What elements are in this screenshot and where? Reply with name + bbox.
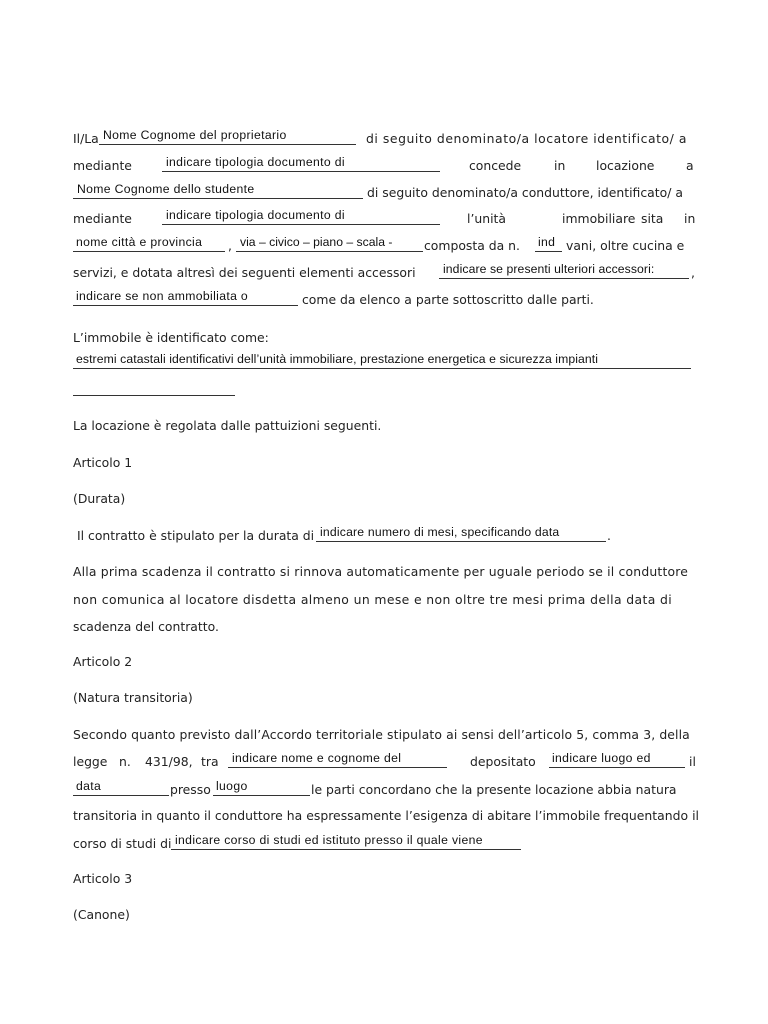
- art1-title: Articolo 1: [73, 455, 133, 470]
- parties-field[interactable]: indicare nome e cognome del: [232, 751, 402, 765]
- concede-word: concede: [469, 158, 522, 173]
- cadastral-continuation-blank[interactable]: [73, 379, 235, 396]
- doc-type-field-1[interactable]: indicare tipologia documento di: [166, 155, 345, 169]
- servizi-text: servizi, e dotata altresì dei seguenti elementi accessori: [73, 265, 416, 280]
- art3-title: Articolo 3: [73, 871, 133, 886]
- comma-1: ,: [228, 238, 232, 253]
- art2-subtitle: (Natura transitoria): [73, 690, 193, 705]
- art3-subtitle: (Canone): [73, 907, 130, 922]
- student-name-field[interactable]: Nome Cognome dello studente: [77, 182, 255, 196]
- il-la-label: Il/La: [73, 131, 99, 146]
- duration-pre: Il contratto è stipulato per la durata di: [77, 528, 315, 543]
- comma-2: ,: [691, 265, 695, 280]
- renew-line-2: non comunica al locatore disdetta almeno un mese e non oltre tre mesi prima della data di: [73, 592, 673, 607]
- composta-text: composta da n.: [424, 238, 520, 253]
- accessories-field[interactable]: indicare se presenti ulteriori accessori:: [443, 262, 655, 276]
- art2-line-1: Secondo quanto previsto dall’Accordo territoriale stipulato ai sensi dell’articolo 5, comma 3, della: [73, 727, 690, 742]
- n-word: n.: [119, 754, 131, 769]
- renew-line-3: scadenza del contratto.: [73, 619, 219, 634]
- duration-post: .: [607, 528, 611, 543]
- vani-text: vani, oltre cucina e: [566, 238, 685, 253]
- cadastral-field[interactable]: estremi catastali identificativi dell’unità immobiliare, prestazione energetica e sicurezza impianti: [76, 352, 599, 366]
- office-field[interactable]: luogo: [216, 779, 248, 793]
- doc-type-field-2[interactable]: indicare tipologia documento di: [166, 208, 345, 222]
- identified-label: L’immobile è identificato come:: [73, 330, 269, 345]
- address-field[interactable]: via – civico – piano – scala -: [240, 235, 393, 249]
- locazione-word: locazione: [596, 158, 655, 173]
- tra-word: tra: [201, 754, 219, 769]
- il-word: il: [689, 754, 696, 769]
- art2-line-4: transitoria in quanto il conduttore ha espressamente l’esigenza di abitare l’immobile frequentando il: [73, 808, 700, 823]
- sita-word: sita: [641, 211, 664, 226]
- presso-word: presso: [170, 782, 211, 797]
- place-field[interactable]: indicare luogo ed: [552, 751, 651, 765]
- furnished-field[interactable]: indicare se non ammobiliata o: [76, 289, 249, 303]
- conduttore-text: di seguito denominato/a conduttore, identificato/ a: [367, 185, 683, 200]
- unita-word: l’unità: [467, 211, 506, 226]
- corso-label: corso di studi di: [73, 836, 172, 851]
- immobiliare-word: immobiliare: [562, 211, 636, 226]
- art2-title: Articolo 2: [73, 654, 133, 669]
- city-field[interactable]: nome città e provincia: [76, 235, 203, 249]
- in-word-2: in: [684, 211, 696, 226]
- owner-name-field[interactable]: Nome Cognome del proprietario: [103, 128, 287, 142]
- duration-field[interactable]: indicare numero di mesi, specificando data: [320, 525, 560, 539]
- le-parti-text: le parti concordano che la presente locazione abbia natura: [311, 782, 677, 797]
- depositato-word: depositato: [470, 754, 536, 769]
- renew-line-1: Alla prima scadenza il contratto si rinnova automaticamente per uguale periodo se il conduttore: [73, 564, 689, 579]
- course-field[interactable]: indicare corso di studi ed istituto presso il quale viene: [175, 833, 483, 847]
- law-number: 431/98,: [145, 754, 193, 769]
- legge-word: legge: [73, 754, 108, 769]
- mediante-label-2: mediante: [73, 211, 132, 226]
- in-word-1: in: [554, 158, 566, 173]
- date-field[interactable]: data: [76, 779, 102, 793]
- mediante-label-1: mediante: [73, 158, 132, 173]
- come-da-text: come da elenco a parte sottoscritto dalle parti.: [302, 292, 594, 307]
- locatore-text: di seguito denominato/a locatore identificato/ a: [366, 131, 687, 146]
- a-word: a: [686, 158, 694, 173]
- art1-subtitle: (Durata): [73, 491, 126, 506]
- regulated-text: La locazione è regolata dalle pattuizioni seguenti.: [73, 418, 382, 433]
- rooms-field[interactable]: ind: [538, 235, 556, 249]
